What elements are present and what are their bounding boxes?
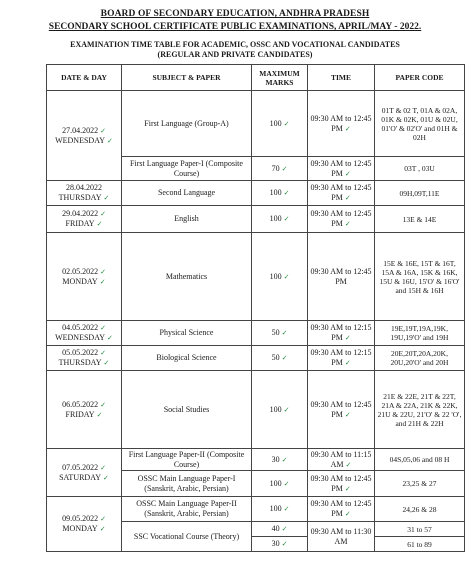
col-time: TIME <box>308 65 375 91</box>
exam-day: THURSDAY <box>58 193 102 202</box>
check-icon: ✓ <box>283 189 290 198</box>
subject-cell: Second Language <box>122 181 252 206</box>
check-icon: ✓ <box>100 126 106 135</box>
check-icon: ✓ <box>100 210 106 219</box>
check-icon: ✓ <box>107 136 113 145</box>
exam-date: 04.05.2022 <box>62 323 99 333</box>
table-row <box>47 91 465 157</box>
col-paper-code: PAPER CODE <box>375 65 465 91</box>
exam-date: 05.05.2022 <box>62 348 99 358</box>
check-icon: ✓ <box>96 220 103 228</box>
check-icon: ✓ <box>344 334 351 342</box>
check-icon: ✓ <box>103 194 110 202</box>
paper-code-cell: 13E & 14E <box>375 206 465 233</box>
check-icon: ✓ <box>344 484 351 493</box>
time-cell <box>308 321 375 346</box>
col-subject: SUBJECT & PAPER <box>122 65 252 91</box>
paper-code-cell: 03T , 03U <box>375 157 465 181</box>
date-cell <box>47 449 122 497</box>
time-cell <box>308 206 375 233</box>
subject-cell: SSC Vocational Course (Theory) <box>122 522 252 552</box>
paper-code-cell: 24,26 & 28 <box>375 497 465 522</box>
check-icon: ✓ <box>344 169 351 178</box>
check-icon: ✓ <box>103 473 109 482</box>
check-icon: ✓ <box>283 272 290 281</box>
time-cell <box>308 346 375 371</box>
paper-code-cell: 01T & 02 T, 01A & 02A, 01K & 02K, 01U & 02U, 01'O' & 02'O' and 01H & 02H <box>375 91 465 157</box>
check-icon: ✓ <box>100 463 106 472</box>
marks-value: 100 <box>269 404 282 414</box>
paper-code-cell: 04S,05,06 and 08 H <box>375 449 465 471</box>
check-icon: ✓ <box>100 267 106 276</box>
paper-code-cell: 09H,09T,11E <box>375 181 465 206</box>
table-row <box>47 346 465 371</box>
check-icon: ✓ <box>283 479 290 488</box>
exam-day: FRIDAY <box>65 409 95 419</box>
exam-day: FRIDAY <box>65 219 95 228</box>
exam-day: WEDNESDAY <box>55 135 106 145</box>
time-value: 09:30 AM to 12:15 PM <box>310 348 372 367</box>
check-icon: ✓ <box>107 334 113 342</box>
exam-date: 06.05.2022 <box>62 399 99 409</box>
marks-cell <box>252 449 308 471</box>
time-value: 09:30 AM to 12:45 PM <box>310 473 372 493</box>
subject-cell: Mathematics <box>122 233 252 321</box>
exam-day: MONDAY <box>62 276 98 286</box>
col-max-marks: MAXIMUM MARKS <box>252 65 308 91</box>
paper-code-cell: 19E,19T,19A,19K, 19U,19'O' and 19H <box>375 321 465 346</box>
marks-cell <box>252 537 308 552</box>
time-cell <box>308 449 375 471</box>
time-value: 09:30 AM to 11:15 AM <box>310 449 372 469</box>
time-cell <box>308 371 375 449</box>
check-icon: ✓ <box>344 410 351 419</box>
paper-code-cell: 20E,20T,20A,20K, 20U,20'O' and 20H <box>375 346 465 371</box>
check-icon: ✓ <box>281 329 288 338</box>
check-icon: ✓ <box>281 540 288 549</box>
timetable <box>46 64 465 552</box>
marks-value: 30 <box>271 454 280 464</box>
marks-cell <box>252 206 308 233</box>
paper-code-cell: 31 to 57 <box>375 522 465 537</box>
marks-value: 40 <box>271 524 280 534</box>
time-value: 09:30 AM to 12:45 PM <box>310 113 372 133</box>
check-icon: ✓ <box>103 359 110 367</box>
check-icon: ✓ <box>344 510 351 518</box>
table-row <box>47 497 465 522</box>
check-icon: ✓ <box>344 194 351 202</box>
date-cell <box>47 346 122 371</box>
subject-cell: First Language Paper-I (Composite Course) <box>122 157 252 181</box>
marks-value: 100 <box>269 271 282 281</box>
time-cell: 09:30 AM to 11:30 AM <box>308 522 375 552</box>
check-icon: ✓ <box>283 215 290 224</box>
time-cell <box>308 497 375 522</box>
time-value: 09:30 AM to 12:45 PM <box>310 183 372 202</box>
marks-value: 50 <box>271 353 280 363</box>
time-value: 09:30 AM to 12:45 PM <box>310 209 372 228</box>
check-icon: ✓ <box>344 220 351 228</box>
exam-date: 09.05.2022 <box>62 514 99 524</box>
check-icon: ✓ <box>100 400 106 409</box>
exam-date: 28.04.2022 <box>66 183 102 193</box>
subject-cell: Social Studies <box>122 371 252 449</box>
marks-value: 50 <box>271 328 280 338</box>
subject-cell: First Language (Group-A) <box>122 91 252 157</box>
paper-code-cell: 61 to 89 <box>375 537 465 552</box>
paper-code-cell: 15E & 16E, 15T & 16T, 15A & 16A, 15K & 16K, 15U & 16U, 15'O' & 16'O' and 15H & 16H <box>375 233 465 321</box>
time-value: 09:30 AM to 12:15 PM <box>310 323 372 342</box>
subject-cell: Physical Science <box>122 321 252 346</box>
time-cell <box>308 471 375 497</box>
marks-value: 100 <box>269 118 282 128</box>
date-cell <box>47 321 122 346</box>
check-icon: ✓ <box>344 359 351 367</box>
table-row <box>47 181 465 206</box>
exam-day: THURSDAY <box>58 358 102 367</box>
marks-cell <box>252 522 308 537</box>
marks-cell <box>252 497 308 522</box>
date-cell <box>47 91 122 181</box>
marks-cell <box>252 471 308 497</box>
time-value: 09:30 AM to 12:45 PM <box>310 399 372 419</box>
marks-cell <box>252 321 308 346</box>
check-icon: ✓ <box>99 277 106 286</box>
exam-day: MONDAY <box>62 524 98 533</box>
table-row <box>47 371 465 449</box>
board-name: BOARD OF SECONDARY EDUCATION, ANDHRA PRADESH <box>100 9 370 19</box>
time-cell <box>308 157 375 181</box>
subject-cell: OSSC Main Language Paper-I (Sanskrit, Arabic, Persian) <box>122 471 252 497</box>
check-icon: ✓ <box>283 405 290 414</box>
date-cell <box>47 233 122 321</box>
check-icon: ✓ <box>99 525 106 533</box>
time-value: 09:30 AM to 12:45 PM <box>310 499 372 518</box>
check-icon: ✓ <box>281 354 288 363</box>
exam-date: 07.05.2022 <box>62 462 99 472</box>
date-cell <box>47 497 122 552</box>
exam-day: WEDNESDAY <box>55 333 106 342</box>
marks-value: 100 <box>269 214 282 224</box>
check-icon: ✓ <box>283 505 290 514</box>
marks-cell <box>252 346 308 371</box>
check-icon: ✓ <box>100 324 106 333</box>
marks-cell <box>252 91 308 157</box>
exam-date: 02.05.2022 <box>62 266 99 276</box>
marks-cell <box>252 157 308 181</box>
time-cell: 09:30 AM to 12:45 PM <box>308 233 375 321</box>
date-cell <box>47 206 122 233</box>
check-icon: ✓ <box>283 119 290 128</box>
marks-cell <box>252 371 308 449</box>
subject-cell: OSSC Main Language Paper-II (Sanskrit, Arabic, Persian) <box>122 497 252 522</box>
table-row <box>47 321 465 346</box>
date-cell <box>47 371 122 449</box>
table-row <box>47 449 465 471</box>
time-cell <box>308 91 375 157</box>
marks-value: 30 <box>271 539 280 549</box>
marks-cell <box>252 233 308 321</box>
exam-date: 27.04.2022 <box>62 125 99 135</box>
check-icon: ✓ <box>281 455 288 464</box>
exam-day: SATURDAY <box>59 472 102 482</box>
date-cell <box>47 181 122 206</box>
subject-cell: English <box>122 206 252 233</box>
time-cell <box>308 181 375 206</box>
exam-name: SECONDARY SCHOOL CERTIFICATE PUBLIC EXAMINATIONS, APRIL/MAY - 2022. <box>48 22 422 32</box>
timetable-title: EXAMINATION TIME TABLE FOR ACADEMIC, OSSC AND VOCATIONAL CANDIDATES <box>70 40 400 49</box>
paper-code-cell: 23,25 & 27 <box>375 471 465 497</box>
check-icon: ✓ <box>96 410 103 419</box>
paper-code-cell: 21E & 22E, 21T & 22T, 21A & 22A, 21K & 22K, 21U & 22U, 21'O' & 22 'O', and 21H & 22H <box>375 371 465 449</box>
check-icon: ✓ <box>281 525 288 534</box>
marks-value: 70 <box>271 163 280 173</box>
check-icon: ✓ <box>281 164 288 173</box>
check-icon: ✓ <box>345 460 352 469</box>
marks-cell <box>252 181 308 206</box>
table-row <box>47 206 465 233</box>
subject-cell: Biological Science <box>122 346 252 371</box>
subject-cell: First Language Paper-II (Composite Course) <box>122 449 252 471</box>
exam-date: 29.04.2022 <box>62 209 99 219</box>
col-date-day: DATE & DAY <box>47 65 122 91</box>
check-icon: ✓ <box>100 349 106 358</box>
check-icon: ✓ <box>100 515 106 524</box>
time-value: 09:30 AM to 12:45 PM <box>310 158 372 178</box>
check-icon: ✓ <box>344 124 351 133</box>
marks-value: 100 <box>269 188 282 198</box>
timetable-subtitle: (REGULAR AND PRIVATE CANDIDATES) <box>157 50 313 59</box>
marks-value: 100 <box>269 504 282 514</box>
table-row <box>47 233 465 321</box>
marks-value: 100 <box>269 478 282 488</box>
